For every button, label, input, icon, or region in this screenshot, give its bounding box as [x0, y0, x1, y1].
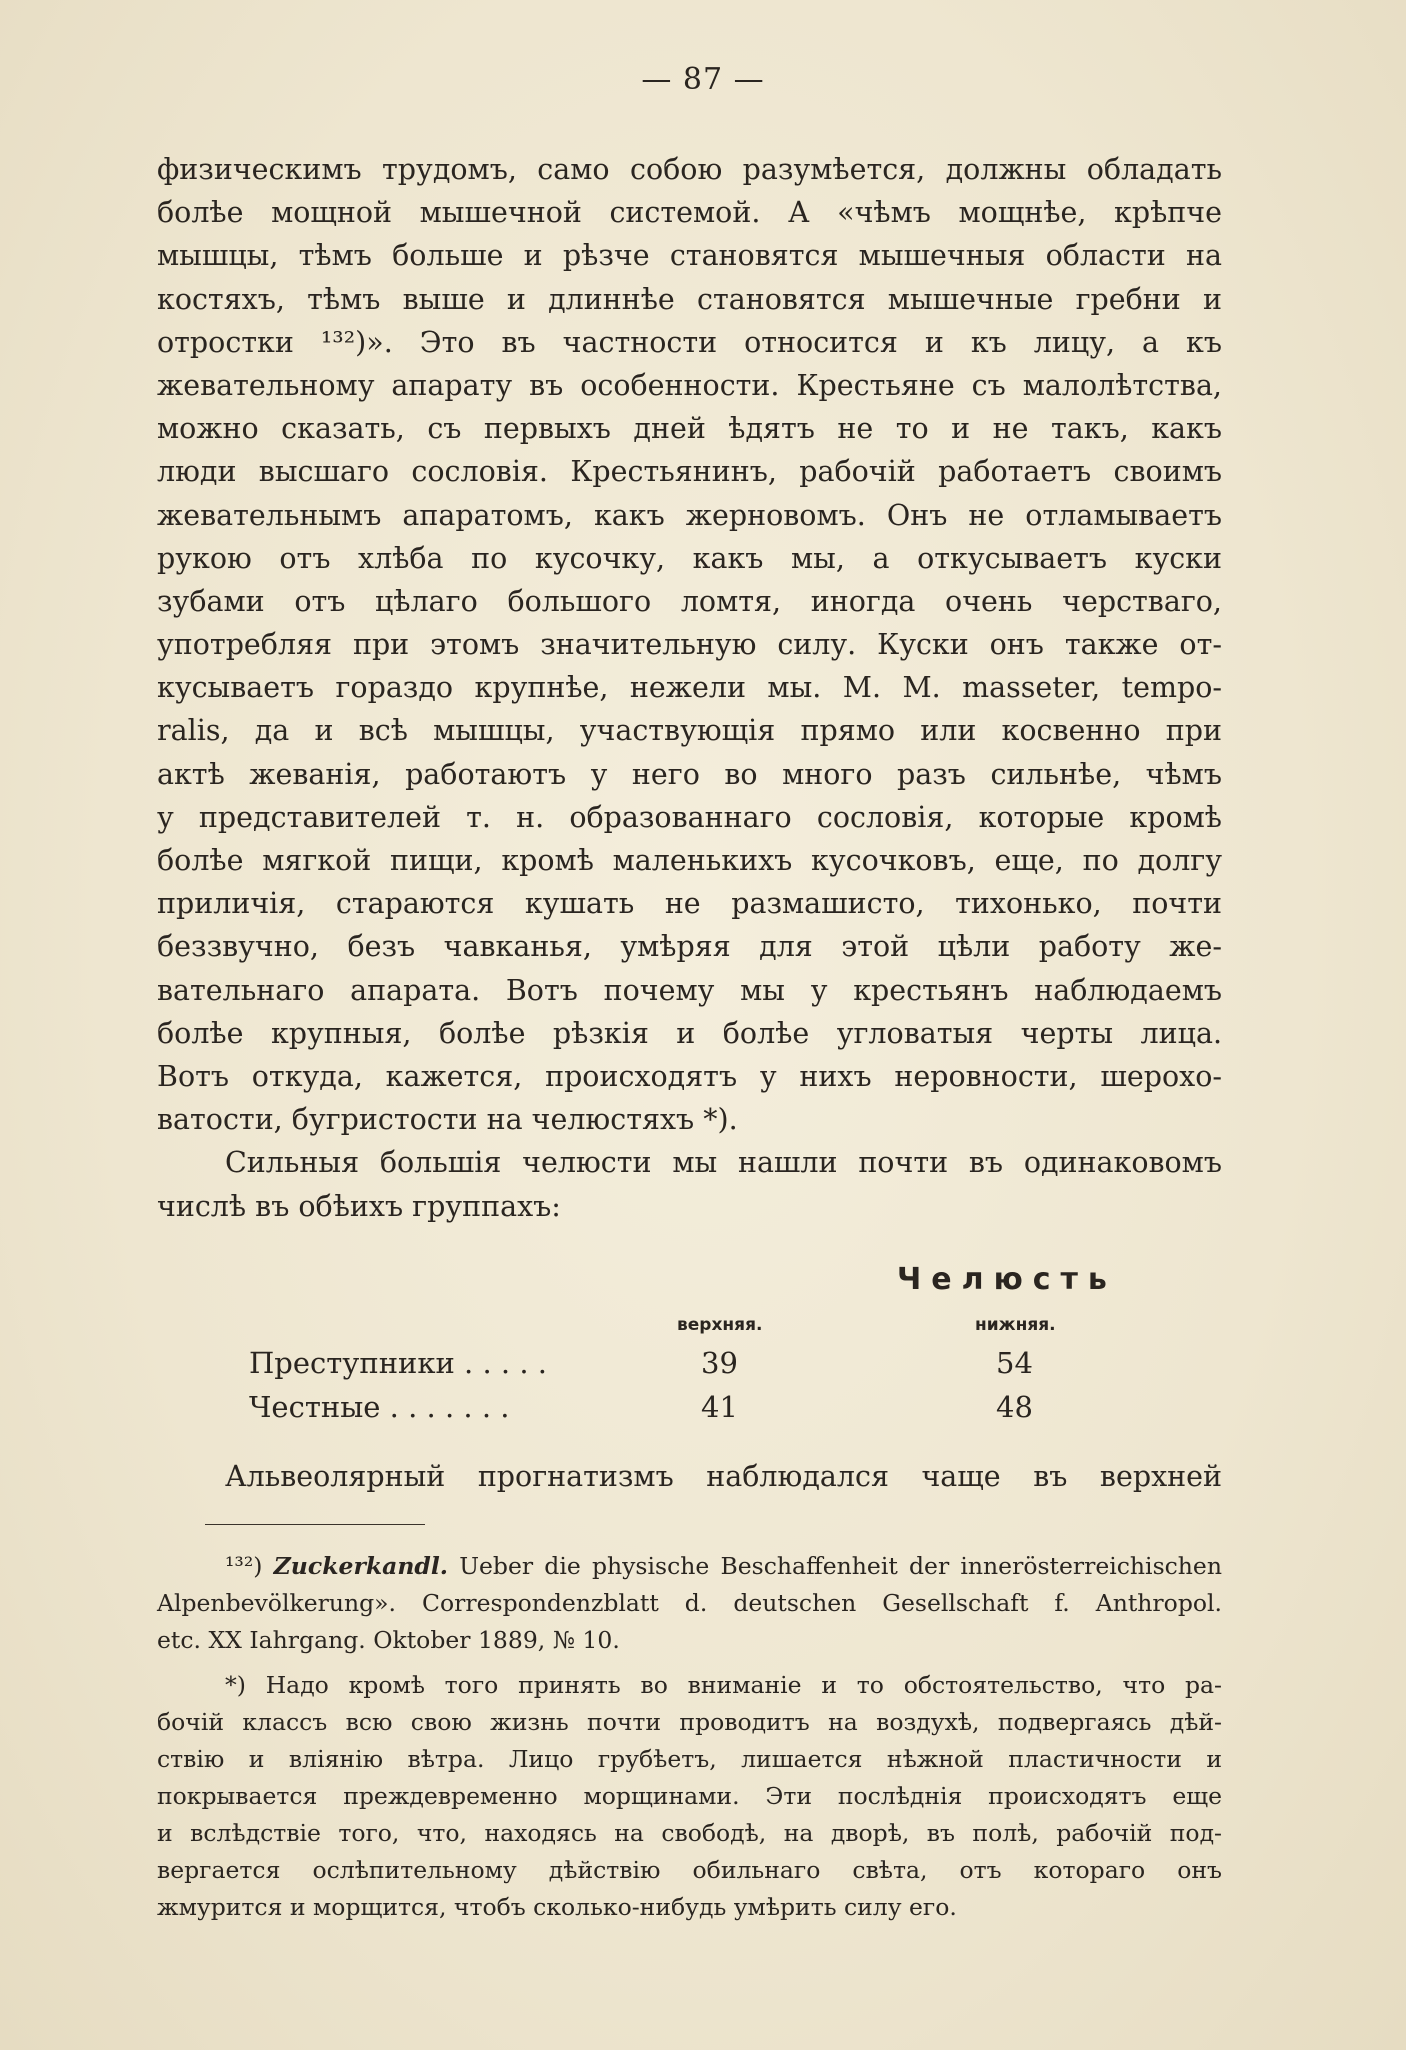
- body-line: Сильныя большія челюсти мы нашли почти въ одинаковомъ: [225, 1146, 1222, 1180]
- body-line: ralis, да и всѣ мышцы, участвующія прямо или косвенно при: [157, 714, 1222, 748]
- body-line: беззвучно, безъ чавканья, умѣряя для этой цѣли работу же-: [157, 930, 1222, 964]
- footnote-2-line: жмурится и морщится, чтобъ сколько-нибудь умѣрить силу его.: [157, 1893, 957, 1921]
- row-label: Преступники . . . . .: [249, 1346, 547, 1380]
- table-row: [249, 1346, 1149, 1386]
- body-line: мышцы, тѣмъ больше и рѣзче становятся мышечныя области на: [157, 239, 1222, 273]
- body-line: Вотъ откуда, кажется, происходятъ у нихъ неровности, шерохо-: [157, 1059, 1222, 1093]
- body-line: рукою отъ хлѣба по кусочку, какъ мы, а откусываетъ куски: [157, 541, 1222, 575]
- footnote-1-line: etc. XX Iahrgang. Oktober 1889, № 10.: [157, 1626, 620, 1654]
- table-col-upper: верхняя.: [677, 1315, 763, 1335]
- body-line: у представителей т. н. образованнаго сословія, которые кромѣ: [157, 800, 1222, 834]
- body-line: физическимъ трудомъ, само собою разумѣется, должны обладать: [157, 153, 1222, 186]
- footnote-2-line: ствію и вліянію вѣтра. Лицо грубѣетъ, лишается нѣжной пластичности и: [157, 1745, 1222, 1773]
- body-line: жевательнымъ апаратомъ, какъ жерновомъ. Онъ не отламываетъ: [157, 498, 1222, 532]
- body-line: приличія, стараются кушать не размашисто, тихонько, почти: [157, 887, 1222, 921]
- body-line: актѣ жеванія, работаютъ у него во много разъ сильнѣе, чѣмъ: [157, 757, 1222, 791]
- row-value-lower: 48: [996, 1390, 1033, 1424]
- body-line: вательнаго апарата. Вотъ почему мы у крестьянъ наблюдаемъ: [157, 973, 1222, 1007]
- body-line: люди высшаго сословія. Крестьянинъ, рабочій работаетъ своимъ: [157, 455, 1222, 489]
- page-number: — 87 —: [641, 62, 765, 97]
- footnote-1-text: Ueber die physische Beschaffenheit der innerösterreichischen: [459, 1552, 1222, 1580]
- row-value-upper: 39: [701, 1346, 738, 1380]
- footnote-1-line: Alpenbevölkerung». Correspondenzblatt d. deutschen Gesellschaft f. Anthropol.: [157, 1589, 1222, 1617]
- table-title: Челюсть: [897, 1262, 1117, 1297]
- footnote-2: [157, 1667, 1222, 1926]
- body-line: болѣе мощной мышечной системой. А «чѣмъ мощнѣе, крѣпче: [157, 196, 1222, 230]
- table-col-lower: нижняя.: [975, 1315, 1056, 1335]
- footnote-1-line: [157, 1548, 1222, 1585]
- body-line: употребляя при этомъ значительную силу. Куски онъ также от-: [157, 628, 1222, 662]
- after-table-line: Альвеолярный прогнатизмъ наблюдался чаще въ верхней: [225, 1460, 1222, 1493]
- footnote-2-line: *) Надо кромѣ того принять во вниманіе и то обстоятельство, что ра-: [225, 1671, 1222, 1699]
- footnote-2-line: и вслѣдствіе того, что, находясь на свободѣ, на дворѣ, въ полѣ, рабочій под-: [157, 1819, 1222, 1847]
- body-line: ватости, бугристости на челюстяхъ *).: [157, 1103, 738, 1137]
- body-line: кусываетъ гораздо крупнѣе, нежели мы. M. M. masseter, tempo-: [157, 671, 1222, 705]
- footnote-1-marker: ¹³²): [225, 1552, 263, 1580]
- body-line: отростки ¹³²)». Это въ частности относится и къ лицу, а къ: [157, 325, 1222, 359]
- body-line: жевательному апарату въ особенности. Крестьяне съ малолѣтства,: [157, 368, 1222, 402]
- row-value-lower: 54: [996, 1346, 1033, 1380]
- body-line: болѣе крупныя, болѣе рѣзкія и болѣе угловатыя черты лица.: [157, 1016, 1222, 1050]
- body-line: костяхъ, тѣмъ выше и длиннѣе становятся мышечные гребни и: [157, 282, 1222, 316]
- body-text: [157, 148, 1222, 1228]
- footnote-2-line: бочій классъ всю свою жизнь почти проводитъ на воздухѣ, подвергаясь дѣй-: [157, 1708, 1222, 1736]
- body-line: зубами отъ цѣлаго большого ломтя, иногда очень черстваго,: [157, 584, 1222, 618]
- footnote-2-line: вергается ослѣпительному дѣйствію обильнаго свѣта, отъ котораго онъ: [157, 1856, 1222, 1884]
- footnote-1-author: Zuckerkandl.: [273, 1552, 448, 1580]
- footnote-2-line: покрывается преждевременно морщинами. Эти послѣднія происходятъ еще: [157, 1782, 1222, 1810]
- footnotes: [157, 1548, 1222, 1926]
- row-label: Честные . . . . . . .: [249, 1390, 510, 1424]
- body-line: болѣе мягкой пищи, кромѣ маленькихъ кусочковъ, еще, по долгу: [157, 844, 1222, 877]
- body-line: числѣ въ обѣихъ группахъ:: [157, 1189, 561, 1223]
- body-line: можно сказать, съ первыхъ дней ѣдятъ не то и не такъ, какъ: [157, 412, 1222, 446]
- table-row: [249, 1390, 1149, 1430]
- row-value-upper: 41: [701, 1390, 738, 1424]
- footnote-divider: [205, 1524, 425, 1525]
